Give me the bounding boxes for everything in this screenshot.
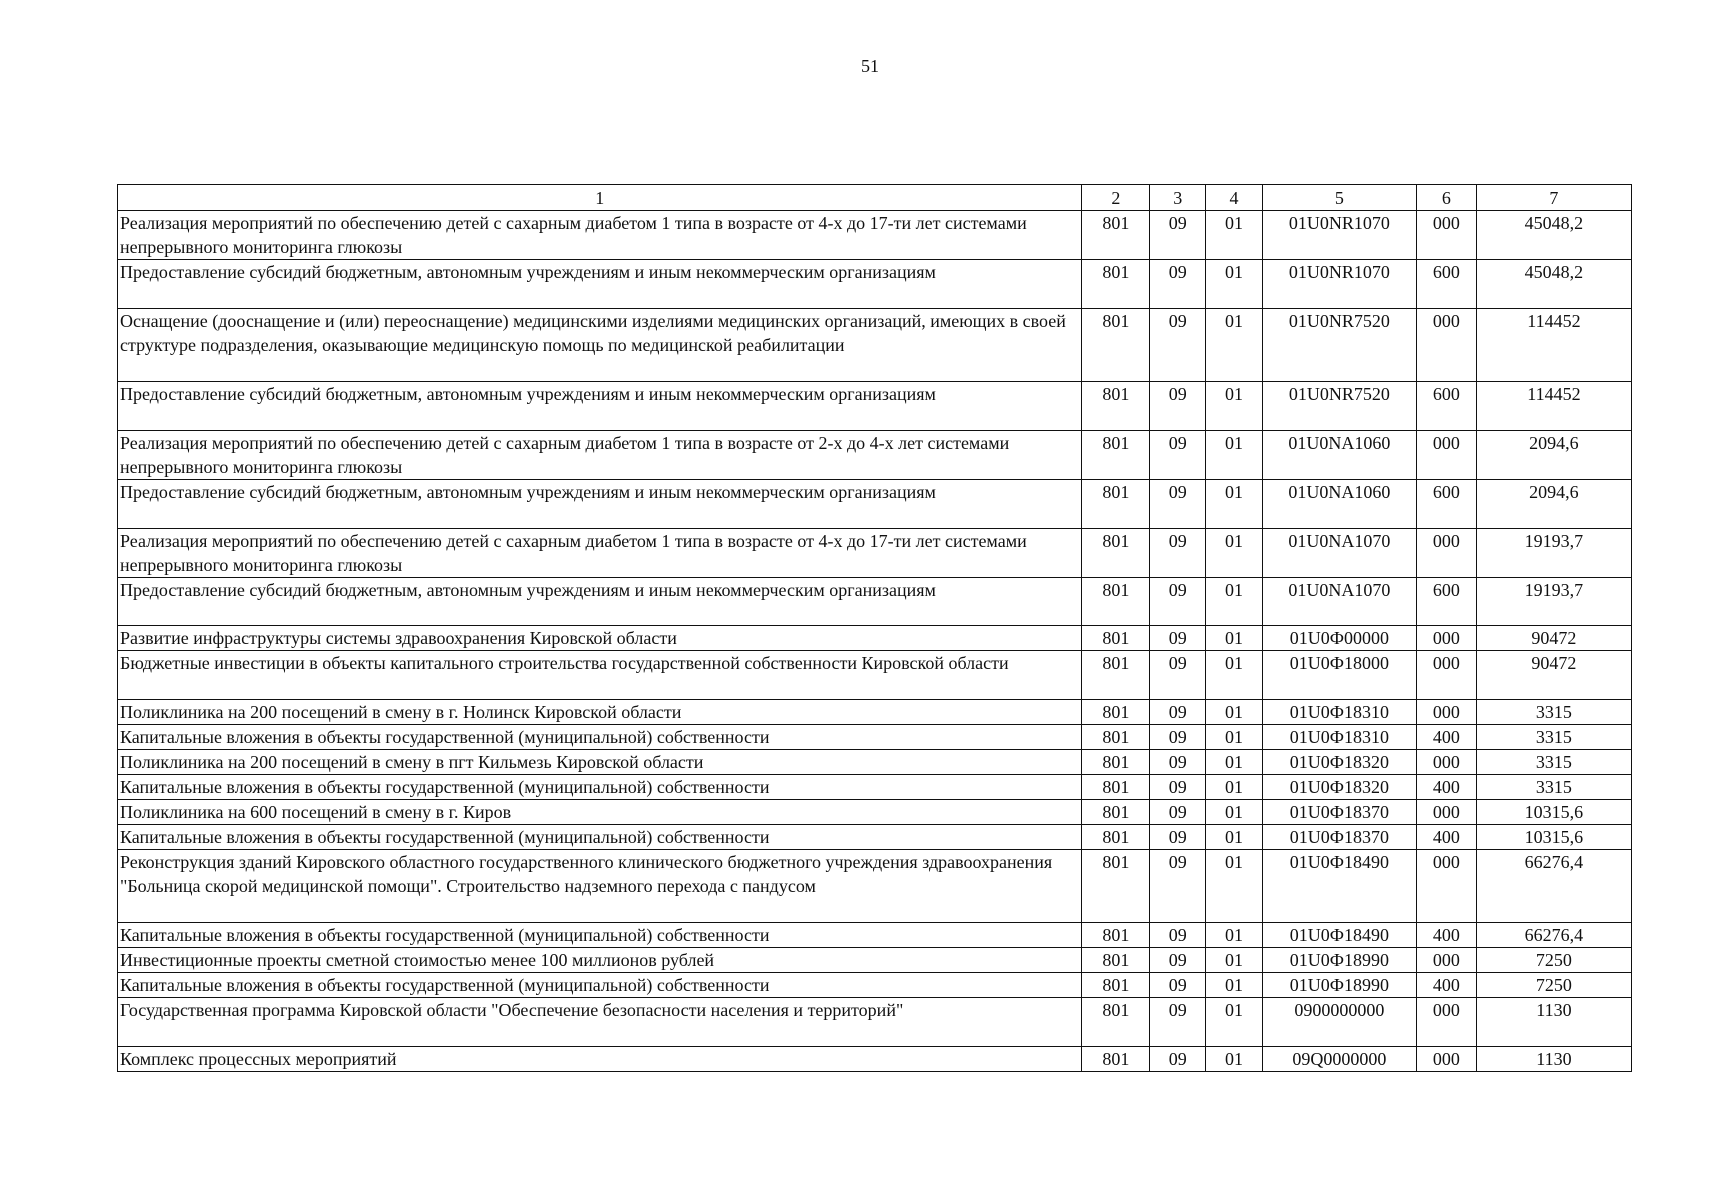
row-name-cell: Государственная программа Кировской области "Обеспечение безопасности населения и территорий"	[118, 998, 1082, 1047]
row-col6-cell: 000	[1416, 651, 1476, 700]
row-col5-cell: 01U0NR7520	[1262, 381, 1416, 430]
row-col4-cell: 01	[1206, 528, 1263, 577]
row-col7-cell: 114452	[1476, 381, 1631, 430]
row-col3-cell: 09	[1150, 825, 1206, 850]
row-col5-cell: 01U0NA1060	[1262, 479, 1416, 528]
row-col5-cell: 01U0Ф18490	[1262, 923, 1416, 948]
row-col2-cell: 801	[1082, 700, 1150, 725]
row-col2-cell: 801	[1082, 850, 1150, 923]
header-cell: 3	[1150, 185, 1206, 211]
row-name-cell: Капитальные вложения в объекты государственной (муниципальной) собственности	[118, 825, 1082, 850]
row-col4-cell: 01	[1206, 923, 1263, 948]
row-col6-cell: 000	[1416, 800, 1476, 825]
row-col3-cell: 09	[1150, 479, 1206, 528]
row-name-cell: Предоставление субсидий бюджетным, автономным учреждениям и иным некоммерческим организациям	[118, 577, 1082, 626]
row-col4-cell: 01	[1206, 775, 1263, 800]
row-col4-cell: 01	[1206, 750, 1263, 775]
row-col5-cell: 01U0NR7520	[1262, 308, 1416, 381]
row-col7-cell: 1130	[1476, 998, 1631, 1047]
row-col2-cell: 801	[1082, 1047, 1150, 1072]
row-col6-cell: 000	[1416, 750, 1476, 775]
row-col4-cell: 01	[1206, 211, 1263, 260]
row-col6-cell: 600	[1416, 479, 1476, 528]
budget-table	[117, 184, 1632, 1072]
row-col7-cell: 45048,2	[1476, 211, 1631, 260]
row-col4-cell: 01	[1206, 479, 1263, 528]
row-col2-cell: 801	[1082, 528, 1150, 577]
row-col4-cell: 01	[1206, 800, 1263, 825]
row-col4-cell: 01	[1206, 998, 1263, 1047]
row-col2-cell: 801	[1082, 998, 1150, 1047]
row-col3-cell: 09	[1150, 998, 1206, 1047]
row-col2-cell: 801	[1082, 430, 1150, 479]
row-col3-cell: 09	[1150, 260, 1206, 309]
table-row	[118, 577, 1632, 626]
row-col2-cell: 801	[1082, 948, 1150, 973]
row-col7-cell: 10315,6	[1476, 825, 1631, 850]
row-col5-cell: 01U0Ф18000	[1262, 651, 1416, 700]
row-col7-cell: 45048,2	[1476, 260, 1631, 309]
row-col3-cell: 09	[1150, 626, 1206, 651]
table-row	[118, 528, 1632, 577]
row-col5-cell: 01U0Ф18990	[1262, 948, 1416, 973]
row-col4-cell: 01	[1206, 577, 1263, 626]
row-col6-cell: 000	[1416, 850, 1476, 923]
row-col2-cell: 801	[1082, 725, 1150, 750]
row-col2-cell: 801	[1082, 381, 1150, 430]
header-cell: 1	[118, 185, 1082, 211]
row-col2-cell: 801	[1082, 825, 1150, 850]
row-col3-cell: 09	[1150, 700, 1206, 725]
row-col5-cell: 01U0Ф00000	[1262, 626, 1416, 651]
row-col3-cell: 09	[1150, 430, 1206, 479]
table-row	[118, 1047, 1632, 1072]
table-row	[118, 700, 1632, 725]
row-name-cell: Поликлиника на 200 посещений в смену в г. Нолинск Кировской области	[118, 700, 1082, 725]
row-col5-cell: 0900000000	[1262, 998, 1416, 1047]
row-name-cell: Капитальные вложения в объекты государственной (муниципальной) собственности	[118, 923, 1082, 948]
row-col4-cell: 01	[1206, 1047, 1263, 1072]
row-col4-cell: 01	[1206, 430, 1263, 479]
row-name-cell: Поликлиника на 200 посещений в смену в пгт Кильмезь Кировской области	[118, 750, 1082, 775]
row-col6-cell: 400	[1416, 775, 1476, 800]
row-col2-cell: 801	[1082, 479, 1150, 528]
row-col2-cell: 801	[1082, 308, 1150, 381]
row-col5-cell: 01U0NA1060	[1262, 430, 1416, 479]
table-row	[118, 626, 1632, 651]
row-name-cell: Капитальные вложения в объекты государственной (муниципальной) собственности	[118, 973, 1082, 998]
row-name-cell: Предоставление субсидий бюджетным, автономным учреждениям и иным некоммерческим организациям	[118, 479, 1082, 528]
row-col7-cell: 3315	[1476, 750, 1631, 775]
row-col3-cell: 09	[1150, 973, 1206, 998]
row-col7-cell: 7250	[1476, 948, 1631, 973]
row-col2-cell: 801	[1082, 260, 1150, 309]
row-col5-cell: 01U0Ф18990	[1262, 973, 1416, 998]
row-col2-cell: 801	[1082, 211, 1150, 260]
row-name-cell: Капитальные вложения в объекты государственной (муниципальной) собственности	[118, 775, 1082, 800]
row-col6-cell: 000	[1416, 211, 1476, 260]
row-col5-cell: 01U0Ф18490	[1262, 850, 1416, 923]
row-col6-cell: 000	[1416, 1047, 1476, 1072]
row-col5-cell: 01U0Ф18320	[1262, 775, 1416, 800]
table-body	[118, 211, 1632, 1072]
row-col7-cell: 66276,4	[1476, 850, 1631, 923]
row-col5-cell: 01U0Ф18310	[1262, 725, 1416, 750]
row-col7-cell: 3315	[1476, 725, 1631, 750]
budget-table-container	[117, 184, 1632, 1072]
row-col7-cell: 90472	[1476, 651, 1631, 700]
row-col4-cell: 01	[1206, 850, 1263, 923]
table-row	[118, 260, 1632, 309]
row-col7-cell: 19193,7	[1476, 528, 1631, 577]
header-cell: 5	[1262, 185, 1416, 211]
row-col5-cell: 01U0Ф18320	[1262, 750, 1416, 775]
row-col7-cell: 1130	[1476, 1047, 1631, 1072]
row-col4-cell: 01	[1206, 700, 1263, 725]
page-number: 51	[861, 56, 879, 76]
row-col3-cell: 09	[1150, 923, 1206, 948]
row-name-cell: Предоставление субсидий бюджетным, автономным учреждениям и иным некоммерческим организациям	[118, 381, 1082, 430]
row-col2-cell: 801	[1082, 923, 1150, 948]
row-col6-cell: 400	[1416, 825, 1476, 850]
row-name-cell: Реализация мероприятий по обеспечению детей с сахарным диабетом 1 типа в возрасте от 2-х до 4-х лет системами непрерывного мониторинга глюкозы	[118, 430, 1082, 479]
row-col4-cell: 01	[1206, 725, 1263, 750]
row-col7-cell: 3315	[1476, 775, 1631, 800]
table-row	[118, 430, 1632, 479]
row-col2-cell: 801	[1082, 577, 1150, 626]
table-row	[118, 948, 1632, 973]
table-row	[118, 800, 1632, 825]
row-col4-cell: 01	[1206, 381, 1263, 430]
row-col3-cell: 09	[1150, 308, 1206, 381]
row-col4-cell: 01	[1206, 626, 1263, 651]
row-name-cell: Развитие инфраструктуры системы здравоохранения Кировской области	[118, 626, 1082, 651]
row-col4-cell: 01	[1206, 948, 1263, 973]
row-col3-cell: 09	[1150, 850, 1206, 923]
row-col7-cell: 90472	[1476, 626, 1631, 651]
table-row	[118, 825, 1632, 850]
row-col6-cell: 400	[1416, 725, 1476, 750]
row-name-cell: Оснащение (дооснащение и (или) переоснащение) медицинскими изделиями медицинских организаций, имеющих в своей структуре подразделения, оказывающие медицинскую помощь по медицинской реабилитации	[118, 308, 1082, 381]
row-name-cell: Реализация мероприятий по обеспечению детей с сахарным диабетом 1 типа в возрасте от 4-х до 17-ти лет системами непрерывного мониторинга глюкозы	[118, 528, 1082, 577]
row-col2-cell: 801	[1082, 750, 1150, 775]
row-col3-cell: 09	[1150, 1047, 1206, 1072]
row-col4-cell: 01	[1206, 825, 1263, 850]
table-row	[118, 750, 1632, 775]
table-row	[118, 923, 1632, 948]
row-col5-cell: 01U0Ф18310	[1262, 700, 1416, 725]
table-row	[118, 850, 1632, 923]
row-col4-cell: 01	[1206, 973, 1263, 998]
row-col3-cell: 09	[1150, 750, 1206, 775]
header-row	[118, 185, 1632, 211]
row-col6-cell: 000	[1416, 528, 1476, 577]
row-col6-cell: 000	[1416, 308, 1476, 381]
row-col7-cell: 7250	[1476, 973, 1631, 998]
row-col7-cell: 2094,6	[1476, 479, 1631, 528]
row-col3-cell: 09	[1150, 775, 1206, 800]
row-col6-cell: 000	[1416, 430, 1476, 479]
row-name-cell: Реализация мероприятий по обеспечению детей с сахарным диабетом 1 типа в возрасте от 4-х до 17-ти лет системами непрерывного мониторинга глюкозы	[118, 211, 1082, 260]
row-col6-cell: 000	[1416, 948, 1476, 973]
row-col7-cell: 10315,6	[1476, 800, 1631, 825]
row-col6-cell: 400	[1416, 973, 1476, 998]
table-row	[118, 998, 1632, 1047]
row-name-cell: Капитальные вложения в объекты государственной (муниципальной) собственности	[118, 725, 1082, 750]
table-row	[118, 651, 1632, 700]
table-row	[118, 211, 1632, 260]
row-col6-cell: 600	[1416, 577, 1476, 626]
row-col3-cell: 09	[1150, 651, 1206, 700]
row-col6-cell: 000	[1416, 626, 1476, 651]
row-col7-cell: 3315	[1476, 700, 1631, 725]
row-col5-cell: 01U0Ф18370	[1262, 825, 1416, 850]
row-col7-cell: 2094,6	[1476, 430, 1631, 479]
row-col6-cell: 400	[1416, 923, 1476, 948]
row-col5-cell: 01U0NA1070	[1262, 528, 1416, 577]
row-col4-cell: 01	[1206, 308, 1263, 381]
row-col2-cell: 801	[1082, 973, 1150, 998]
row-name-cell: Реконструкция зданий Кировского областного государственного клинического бюджетного учреждения здравоохранения "Больница скорой медицинской помощи". Строительство надземного перехода с пандусом	[118, 850, 1082, 923]
header-cell: 4	[1206, 185, 1263, 211]
row-col3-cell: 09	[1150, 948, 1206, 973]
table-row	[118, 308, 1632, 381]
row-col5-cell: 09Q0000000	[1262, 1047, 1416, 1072]
row-name-cell: Поликлиника на 600 посещений в смену в г. Киров	[118, 800, 1082, 825]
row-col6-cell: 600	[1416, 260, 1476, 309]
header-cell: 2	[1082, 185, 1150, 211]
table-row	[118, 775, 1632, 800]
row-col3-cell: 09	[1150, 211, 1206, 260]
header-cell: 6	[1416, 185, 1476, 211]
row-col2-cell: 801	[1082, 651, 1150, 700]
row-col5-cell: 01U0NR1070	[1262, 260, 1416, 309]
row-name-cell: Инвестиционные проекты сметной стоимостью менее 100 миллионов рублей	[118, 948, 1082, 973]
row-col2-cell: 801	[1082, 775, 1150, 800]
row-name-cell: Бюджетные инвестиции в объекты капитального строительства государственной собственности Кировской области	[118, 651, 1082, 700]
header-cell: 7	[1476, 185, 1631, 211]
row-col3-cell: 09	[1150, 800, 1206, 825]
row-col3-cell: 09	[1150, 528, 1206, 577]
row-col6-cell: 000	[1416, 700, 1476, 725]
table-row	[118, 725, 1632, 750]
row-col3-cell: 09	[1150, 381, 1206, 430]
row-name-cell: Комплекс процессных мероприятий	[118, 1047, 1082, 1072]
row-col4-cell: 01	[1206, 260, 1263, 309]
row-col3-cell: 09	[1150, 725, 1206, 750]
row-col5-cell: 01U0NA1070	[1262, 577, 1416, 626]
row-col2-cell: 801	[1082, 626, 1150, 651]
table-row	[118, 381, 1632, 430]
row-col6-cell: 600	[1416, 381, 1476, 430]
row-col5-cell: 01U0Ф18370	[1262, 800, 1416, 825]
table-row	[118, 973, 1632, 998]
row-col7-cell: 114452	[1476, 308, 1631, 381]
row-col2-cell: 801	[1082, 800, 1150, 825]
row-col7-cell: 66276,4	[1476, 923, 1631, 948]
row-col5-cell: 01U0NR1070	[1262, 211, 1416, 260]
table-row	[118, 479, 1632, 528]
row-name-cell: Предоставление субсидий бюджетным, автономным учреждениям и иным некоммерческим организациям	[118, 260, 1082, 309]
row-col3-cell: 09	[1150, 577, 1206, 626]
row-col6-cell: 000	[1416, 998, 1476, 1047]
row-col7-cell: 19193,7	[1476, 577, 1631, 626]
row-col4-cell: 01	[1206, 651, 1263, 700]
